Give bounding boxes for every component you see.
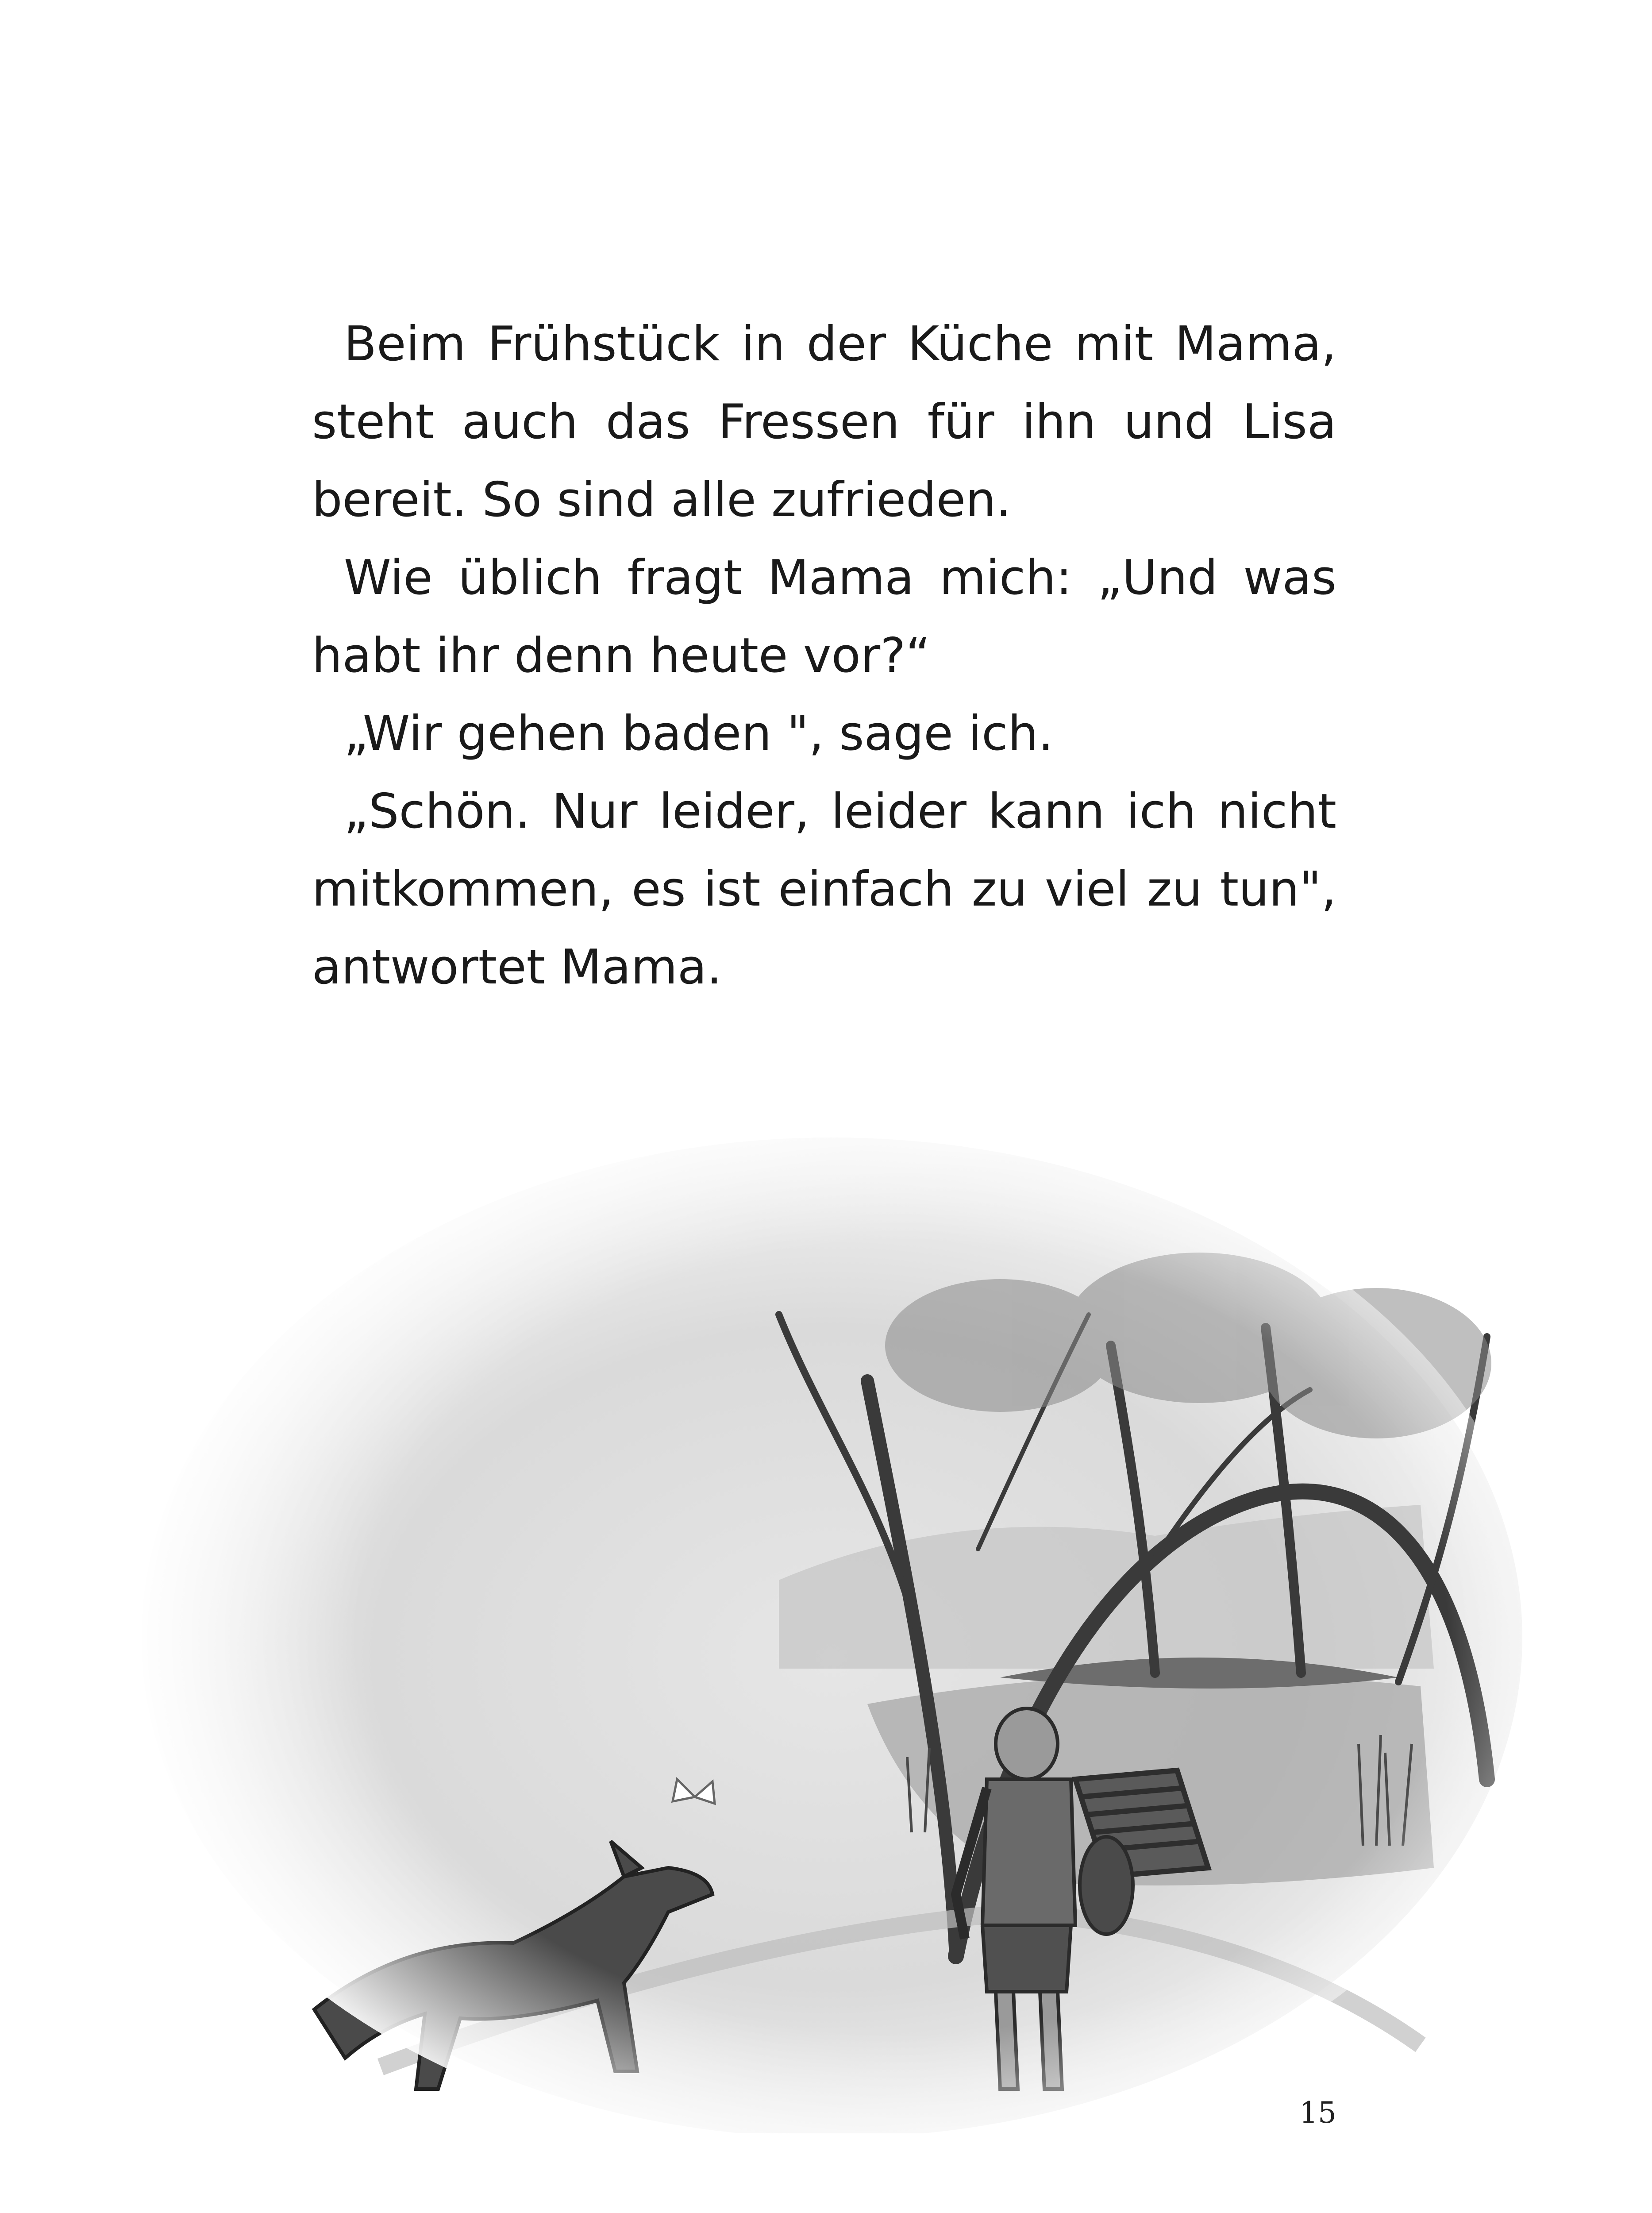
paragraph-3: „Wir gehen baden ", sage ich.	[344, 706, 1054, 761]
paragraph-1: Beim Frühstück in der Küche mit Mama, steht auch das Fressen für ihn und Lisa bereit. So sind alle zufrieden.	[312, 316, 1336, 528]
illustration-boy-and-dog	[115, 1115, 1522, 2133]
paragraph-2: Wie üblich fragt Mama mich: „Und was habt ihr denn heute vor?“	[312, 550, 1336, 683]
story-text	[312, 305, 1336, 1006]
edge-fade	[124, 1124, 1522, 2133]
page-number: 15	[1299, 2096, 1336, 2130]
paragraph-4: „Schön. Nur leider, leider kann ich nicht mitkommen, es ist einfach zu viel zu tun", antwortet Mama.	[312, 784, 1336, 995]
